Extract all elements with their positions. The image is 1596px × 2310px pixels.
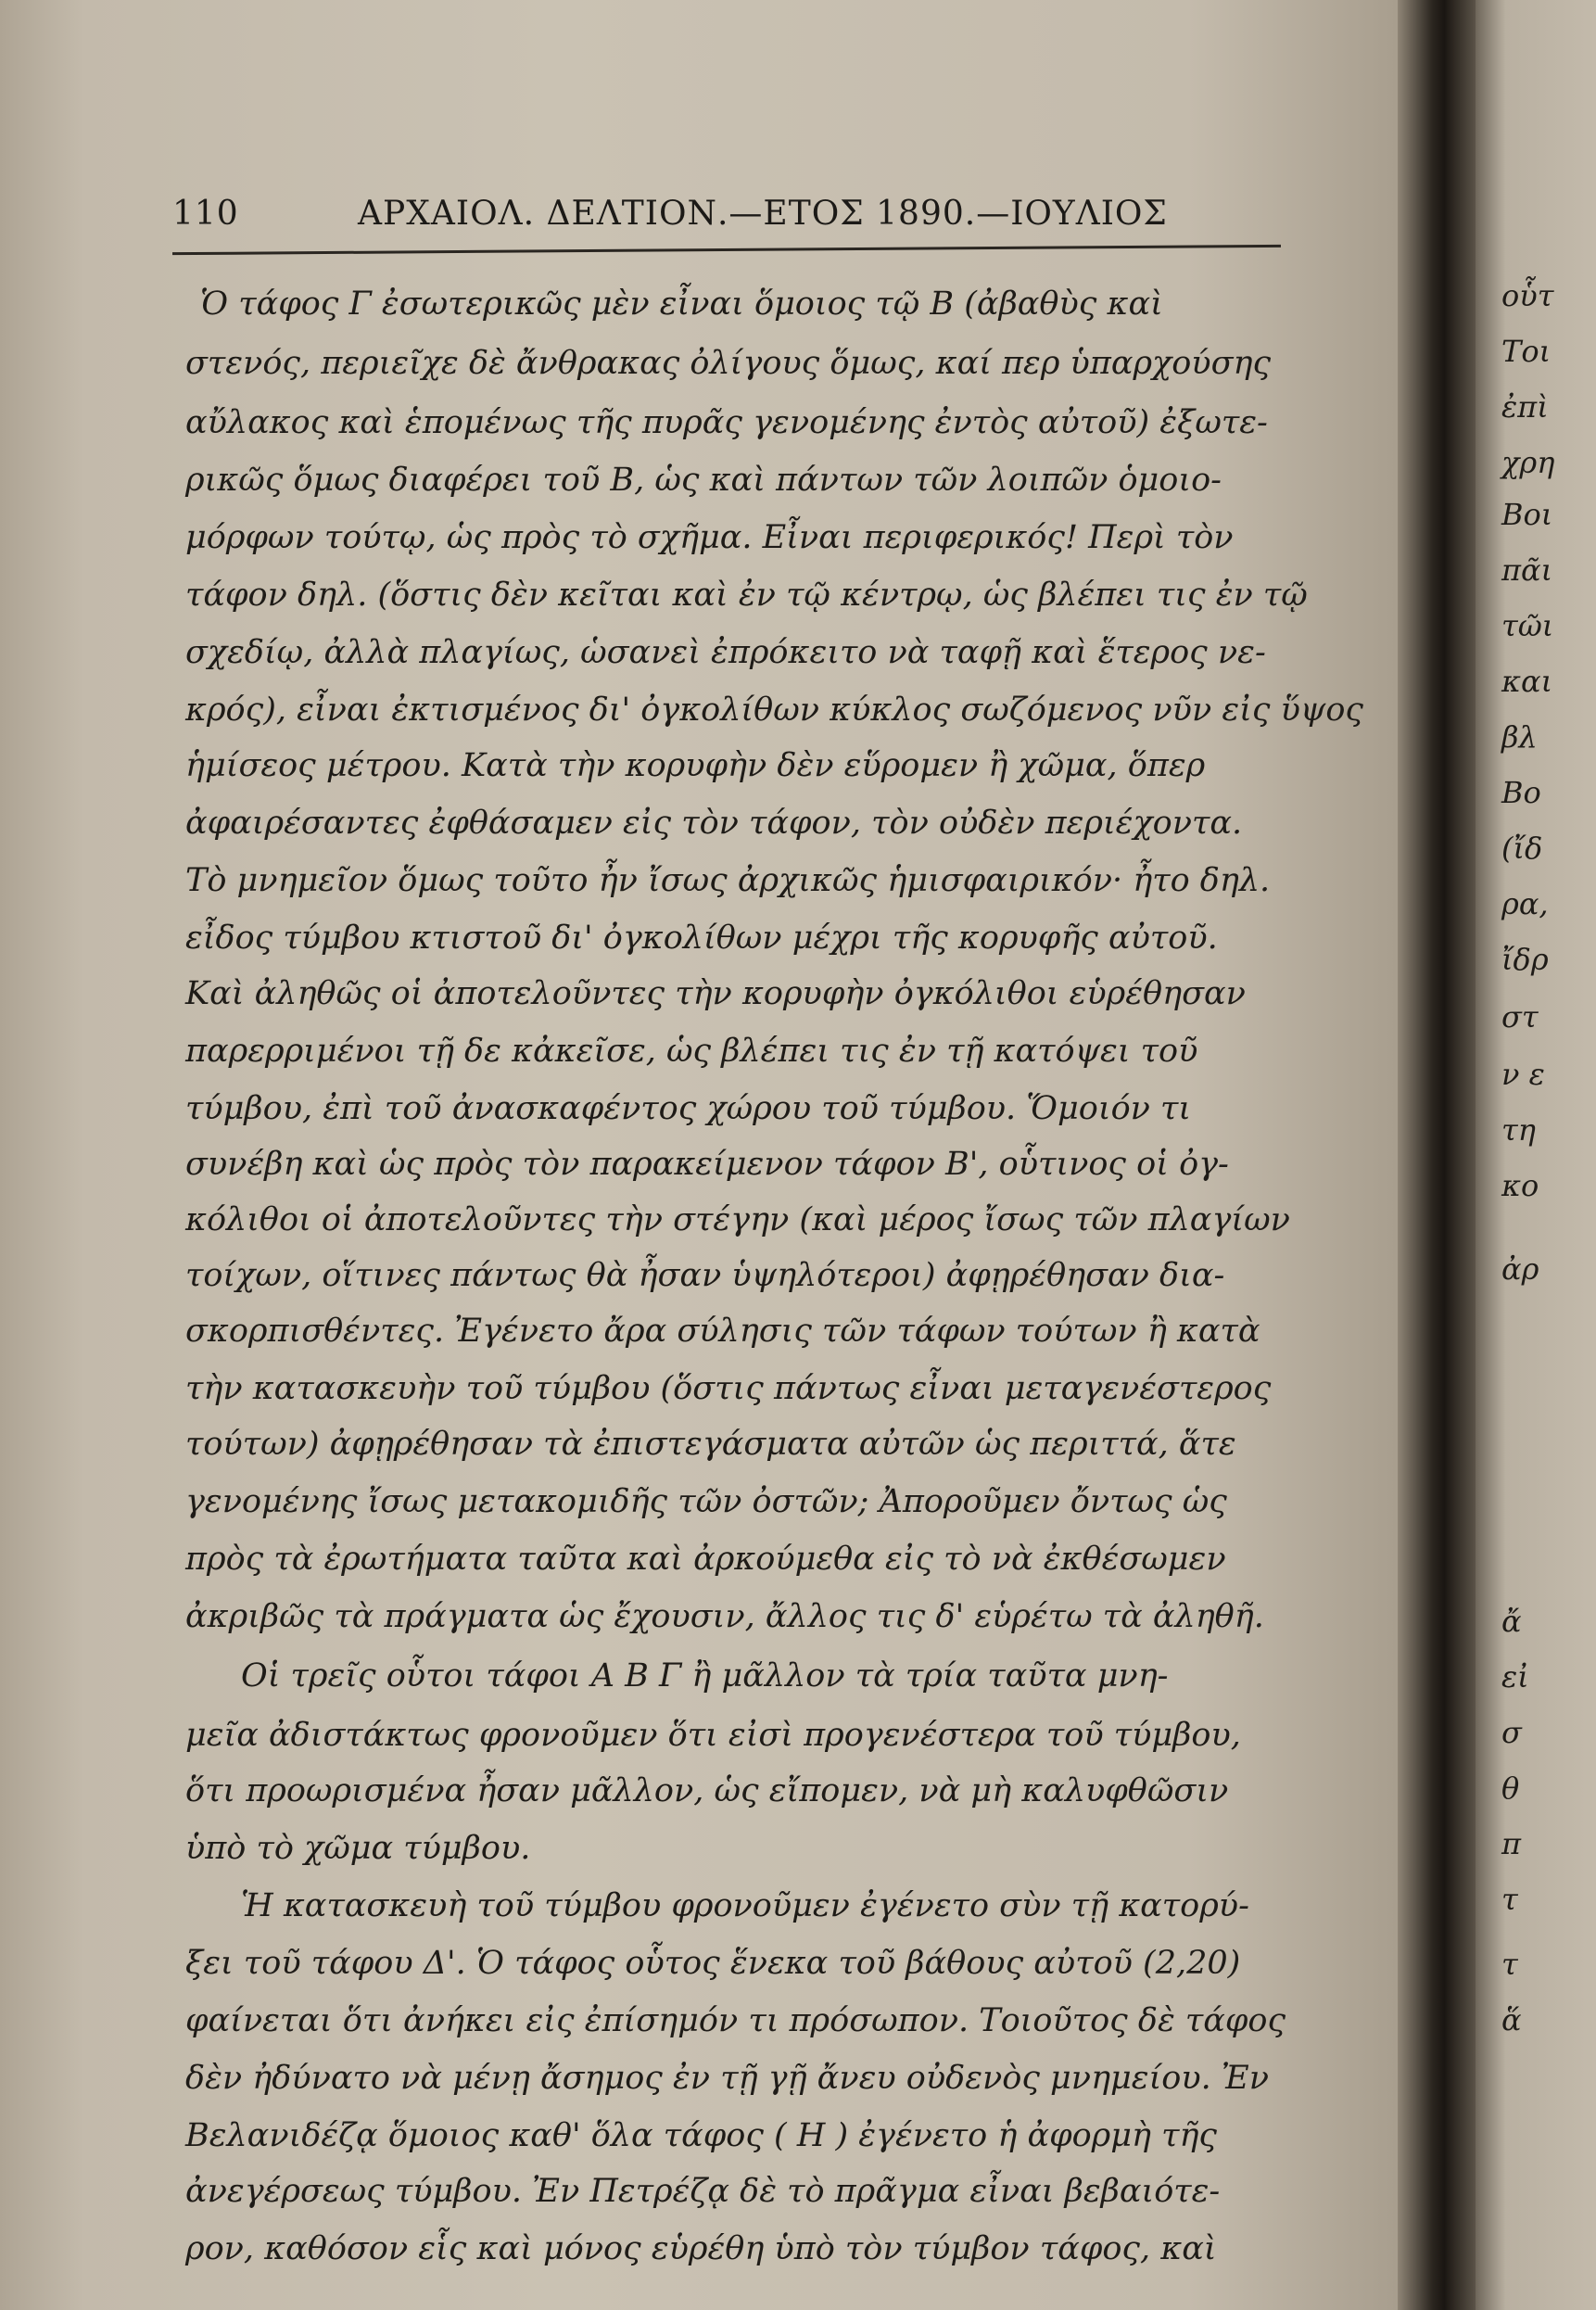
text-line: ὅτι προωρισμένα ἦσαν μᾶλλον, ὡς εἴπομεν, νὰ μὴ καλυφθῶσιν: [185, 1772, 1229, 1809]
facing-line-fragment: τη: [1501, 1112, 1536, 1148]
facing-line-fragment: π: [1501, 1826, 1522, 1861]
book-gutter: [1398, 0, 1476, 2310]
text-line: σχεδίῳ, ἀλλὰ πλαγίως, ὡσανεὶ ἐπρόκειτο νὰ ταφῇ καὶ ἕτερος νε-: [185, 634, 1266, 671]
text-line: μεῖα ἀδιστάκτως φρονοῦμεν ὅτι εἰσὶ προγενέστερα τοῦ τύμβου,: [185, 1717, 1241, 1754]
facing-line-fragment: Βο: [1501, 775, 1541, 810]
text-line: μόρφων τούτῳ, ὡς πρὸς τὸ σχῆμα. Εἶναι περιφερικός! Περὶ τὸν: [185, 519, 1234, 556]
facing-line-fragment: ἴδρ: [1501, 942, 1549, 977]
text-line: ὑπὸ τὸ χῶμα τύμβου.: [185, 1830, 531, 1867]
text-line: στενός, περιεῖχε δὲ ἄνθρακας ὀλίγους ὅμως, καί περ ὑπαρχούσης: [185, 345, 1272, 382]
facing-line-fragment: τ: [1501, 1947, 1518, 1982]
facing-line-fragment: οὗτ: [1501, 278, 1554, 313]
text-line: δὲν ἠδύνατο νὰ μένῃ ἄσημος ἐν τῇ γῇ ἄνευ οὐδενὸς μνημείου. Ἐν: [185, 2060, 1270, 2097]
facing-line-fragment: τ: [1501, 1882, 1518, 1917]
facing-line-fragment: στ: [1501, 999, 1539, 1034]
text-line: Ὁ τάφος Γ ἐσωτερικῶς μὲν εἶναι ὅμοιος τῷ Β (ἀβαθὺς καὶ: [200, 286, 1163, 323]
text-line: σκορπισθέντες. Ἐγένετο ἄρα σύλησις τῶν τάφων τούτων ἢ κατὰ: [185, 1313, 1260, 1350]
text-line: πρὸς τὰ ἐρωτήματα ταῦτα καὶ ἀρκούμεθα εἰς τὸ νὰ ἐκθέσωμεν: [185, 1541, 1226, 1578]
facing-line-fragment: βλ: [1501, 719, 1538, 755]
facing-line-fragment: ρα,: [1501, 886, 1549, 921]
text-line: τύμβου, ἐπὶ τοῦ ἀνασκαφέντος χώρου τοῦ τύμβου. Ὅμοιόν τι: [185, 1090, 1192, 1127]
facing-line-fragment: (ἴδ: [1501, 831, 1543, 866]
text-line: φαίνεται ὅτι ἀνήκει εἰς ἐπίσημόν τι πρόσωπον. Τοιοῦτος δὲ τάφος: [185, 2002, 1286, 2039]
text-line: ἀφαιρέσαντες ἐφθάσαμεν εἰς τὸν τάφον, τὸν οὐδὲν περιέχοντα.: [185, 805, 1243, 842]
facing-line-fragment: θ: [1501, 1771, 1520, 1806]
facing-line-fragment: τῶι: [1501, 608, 1554, 643]
text-line: εἶδος τύμβου κτιστοῦ δι' ὀγκολίθων μέχρι τῆς κορυφῆς αὐτοῦ.: [185, 920, 1218, 957]
facing-line-fragment: πᾶι: [1501, 552, 1553, 588]
text-line: κόλιθοι οἱ ἀποτελοῦντες τὴν στέγην (καὶ μέρος ἴσως τῶν πλαγίων: [185, 1201, 1290, 1238]
text-line: Ἡ κατασκευὴ τοῦ τύμβου φρονοῦμεν ἐγένετο σὺν τῇ κατορύ-: [241, 1887, 1249, 1924]
running-title: ΑΡΧΑΙΟΛ. ΔΕΛΤΙΟΝ.—ΕΤΟΣ 1890.—ΙΟΥΛΙΟΣ: [358, 195, 1168, 233]
page-number: 110: [172, 195, 239, 233]
facing-line-fragment: ἐπὶ: [1501, 389, 1549, 425]
text-line: γενομένης ἴσως μετακομιδῆς τῶν ὀστῶν; Ἀποροῦμεν ὄντως ὡς: [185, 1483, 1227, 1520]
facing-line-fragment: ν ε: [1501, 1057, 1545, 1092]
facing-line-fragment: ἄ: [1501, 1604, 1522, 1639]
facing-line-fragment: Τοι: [1501, 334, 1552, 369]
facing-line-fragment: ἅ: [1501, 2002, 1522, 2037]
text-line: ἀνεγέρσεως τύμβου. Ἐν Πετρέζᾳ δὲ τὸ πρᾶγμα εἶναι βεβαιότε-: [185, 2173, 1221, 2210]
text-line: Βελανιδέζᾳ ὅμοιος καθ' ὅλα τάφος ( Η ) ἐγένετο ἡ ἀφορμὴ τῆς: [185, 2117, 1218, 2154]
facing-line-fragment: χρη: [1501, 445, 1555, 480]
text-line: τούτων) ἀφῃρέθησαν τὰ ἐπιστεγάσματα αὐτῶν ὡς περιττά, ἅτε: [185, 1426, 1236, 1463]
facing-line-fragment: ἀρ: [1501, 1251, 1539, 1287]
text-line: τοίχων, οἵτινες πάντως θὰ ἦσαν ὑψηλότεροι) ἀφῃρέθησαν δια-: [185, 1257, 1225, 1294]
text-line: Τὸ μνημεῖον ὅμως τοῦτο ἦν ἴσως ἀρχικῶς ἡμισφαιρικόν· ἦτο δηλ.: [185, 862, 1271, 899]
text-line: ρικῶς ὅμως διαφέρει τοῦ Β, ὡς καὶ πάντων τῶν λοιπῶν ὁμοιο-: [185, 462, 1222, 499]
text-line: παρερριμένοι τῇ δε κἀκεῖσε, ὡς βλέπει τις ἐν τῇ κατόψει τοῦ: [185, 1033, 1198, 1070]
text-line: Οἱ τρεῖς οὗτοι τάφοι Α Β Γ ἢ μᾶλλον τὰ τρία ταῦτα μνη-: [241, 1657, 1169, 1694]
facing-line-fragment: εἰ: [1501, 1659, 1529, 1694]
text-line: Καὶ ἀληθῶς οἱ ἀποτελοῦντες τὴν κορυφὴν ὀγκόλιθοι εὑρέθησαν: [185, 975, 1246, 1012]
text-line: συνέβη καὶ ὡς πρὸς τὸν παρακείμενον τάφον Β', οὗτινος οἱ ὀγ-: [185, 1146, 1229, 1183]
text-line: τὴν κατασκευὴν τοῦ τύμβου (ὅστις πάντως εἶναι μεταγενέστερος: [185, 1370, 1272, 1407]
text-line: ξει τοῦ τάφου Δ'. Ὁ τάφος οὗτος ἕνεκα τοῦ βάθους αὐτοῦ (2,20): [185, 1945, 1241, 1982]
text-line: αὔλακος καὶ ἑπομένως τῆς πυρᾶς γενομένης ἐντὸς αὐτοῦ) ἐξωτε-: [185, 404, 1268, 441]
text-line: ἀκριβῶς τὰ πράγματα ὡς ἔχουσιν, ἄλλος τις δ' εὑρέτω τὰ ἀληθῆ.: [185, 1598, 1264, 1635]
header-rule: [172, 245, 1281, 255]
facing-line-fragment: Βοι: [1501, 497, 1553, 532]
text-line: ρον, καθόσον εἷς καὶ μόνος εὑρέθη ὑπὸ τὸν τύμβον τάφος, καὶ: [185, 2230, 1217, 2267]
text-line: τάφον δηλ. (ὅστις δὲν κεῖται καὶ ἐν τῷ κέντρῳ, ὡς βλέπει τις ἐν τῷ: [185, 577, 1308, 614]
facing-line-fragment: κο: [1501, 1168, 1539, 1203]
text-line: κρός), εἶναι ἐκτισμένος δι' ὀγκολίθων κύκλος σωζόμενος νῦν εἰς ὕψος: [185, 692, 1363, 729]
facing-line-fragment: σ: [1501, 1715, 1522, 1750]
text-line: ἡμίσεος μέτρου. Κατὰ τὴν κορυφὴν δὲν εὕρομεν ἢ χῶμα, ὅπερ: [185, 747, 1206, 784]
facing-page-edge: [1476, 0, 1596, 2310]
running-header: [172, 195, 1303, 243]
facing-line-fragment: και: [1501, 664, 1553, 699]
